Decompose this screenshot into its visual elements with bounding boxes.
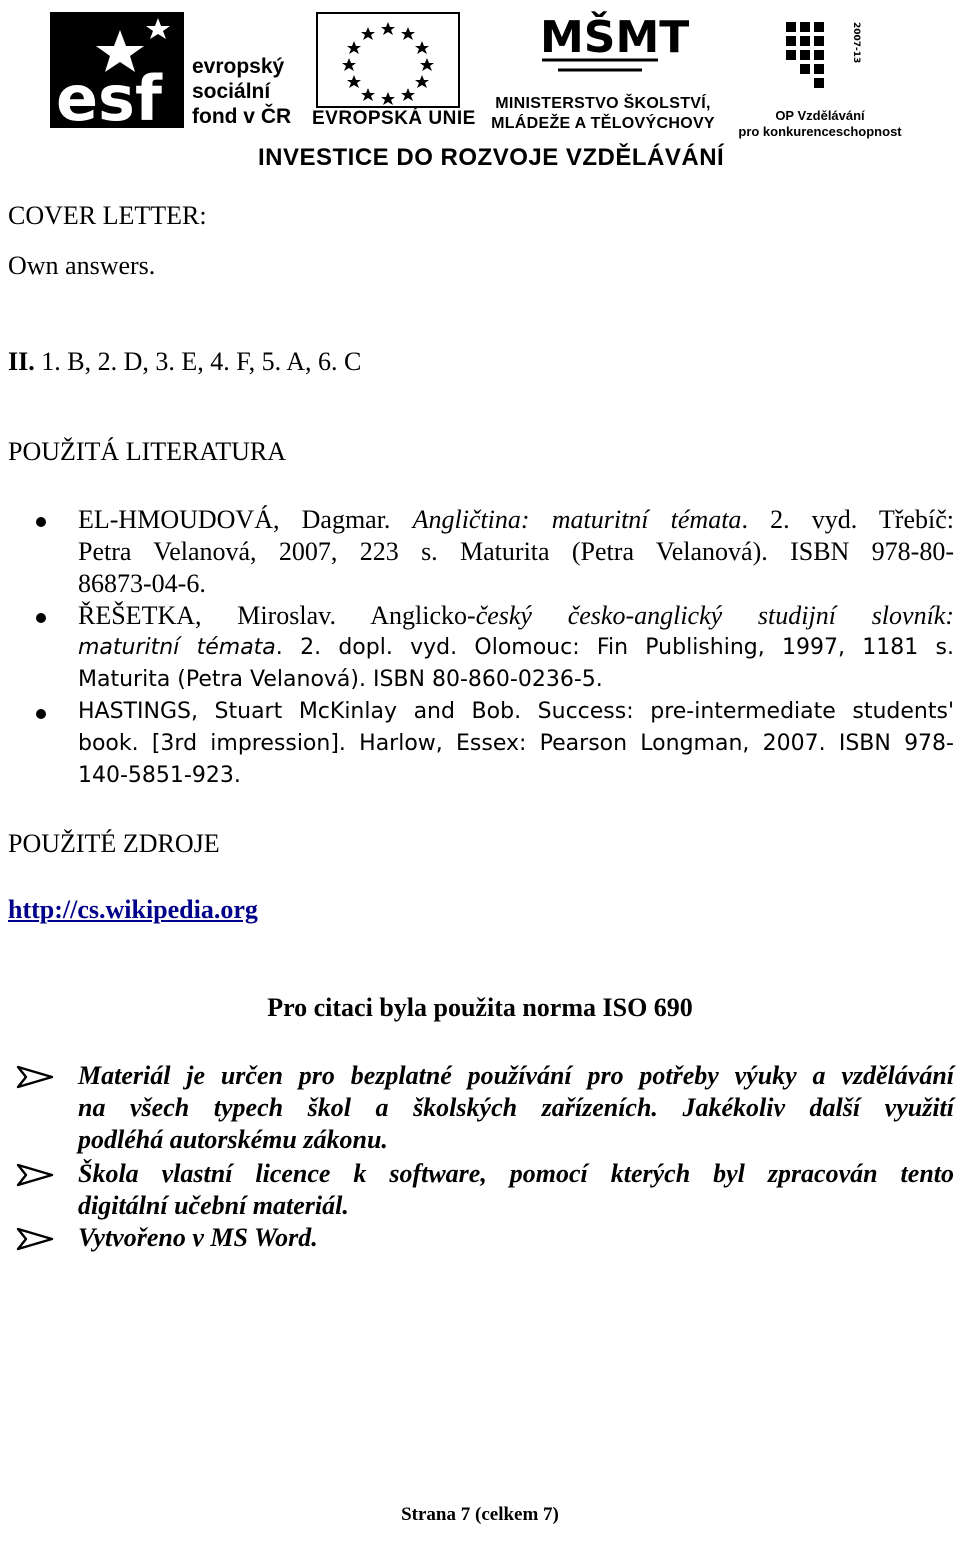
norm-note: Pro citaci byla použita norma ISO 690 <box>267 993 693 1022</box>
op-logo <box>770 12 866 102</box>
literature-item-1-line-2: Petra Velanová, 2007, 223 s. Maturita (Petra Velanová). ISBN 978-80- <box>78 537 954 566</box>
eu-flag-icon <box>316 12 460 108</box>
note-2: Škola vlastní licence k software, pomocí kterých byl zpracován tento digitální učební materiál. <box>78 1159 954 1220</box>
literature-item-3-line-2: book. [3rd impression]. Harlow, Essex: Pearson Longman, 2007. ISBN 978- <box>78 731 954 756</box>
bullet-icon <box>36 709 46 719</box>
literature-item-1 <box>78 504 954 600</box>
sources-heading: POUŽITÉ ZDROJE <box>8 829 220 858</box>
arrow-bullet-icon <box>14 1226 56 1252</box>
literature-item-3 <box>78 696 954 792</box>
cover-text: Own answers. <box>8 251 156 280</box>
bullet-icon <box>36 613 46 623</box>
literature-item-2-line-1: ŘEŠETKA, Miroslav. Anglicko-český česko-anglický studijní slovník: <box>78 601 954 630</box>
arrow-bullet-icon <box>14 1162 56 1188</box>
literature-item-3-line-3: 140-5851-923. <box>78 763 241 788</box>
eu-caption: EVROPSKÁ UNIE <box>312 108 476 129</box>
answers-line <box>8 346 361 378</box>
literature-item-2-line-2: maturitní témata. 2. dopl. vyd. Olomouc: Fin Publishing, 1997, 1181 s. <box>78 635 954 660</box>
svg-text:esf: esf <box>56 62 162 135</box>
note-3: Vytvořeno v MS Word. <box>78 1223 318 1252</box>
answers-text: 1. B, 2. D, 3. E, 4. F, 5. A, 6. C <box>34 347 362 376</box>
cover-heading: COVER LETTER: <box>8 201 207 230</box>
note-1: Materiál je určen pro bezplatné používání pro potřeby výuky a vzdělávání na všech typech škol a školských zařízeních. Jakékoliv další využití podléhá autorskému zákonu. <box>78 1061 954 1154</box>
literature-item-1-line-1: EL-HMOUDOVÁ, Dagmar. Angličtina: maturitní témata. 2. vyd. Třebíč: <box>78 505 954 534</box>
wikipedia-link[interactable]: http://cs.wikipedia.org <box>8 895 258 924</box>
literature-item-2-line-3: Maturita (Petra Velanová). ISBN 80-860-0236-5. <box>78 667 603 692</box>
literature-heading: POUŽITÁ LITERATURA <box>8 437 287 466</box>
arrow-bullet-icon <box>14 1064 56 1090</box>
msmt-caption: MINISTERSTVO ŠKOLSTVÍ, MLÁDEŽE A TĚLOVÝCHOVY <box>491 95 715 132</box>
svg-text:2007-13: 2007-13 <box>851 22 861 64</box>
bullet-icon <box>36 517 46 527</box>
literature-item-2 <box>78 600 954 696</box>
answers-label: II. <box>8 347 35 376</box>
op-caption: OP Vzdělávání pro konkurenceschopnost <box>738 108 902 139</box>
esf-caption: evropský sociální fond v ČR <box>192 55 292 128</box>
header-logos <box>0 0 960 180</box>
msmt-logo <box>538 8 690 92</box>
esf-logo <box>50 12 184 135</box>
literature-item-1-line-3: 86873-04-6. <box>78 569 206 598</box>
svg-text:MŠMT: MŠMT <box>540 12 690 63</box>
literature-item-3-line-1: HASTINGS, Stuart McKinlay and Bob. Success: pre-intermediate students' <box>78 699 954 724</box>
page-footer: Strana 7 (celkem 7) <box>401 1504 559 1525</box>
invest-banner: INVESTICE DO ROZVOJE VZDĚLÁVÁNÍ <box>258 144 725 171</box>
